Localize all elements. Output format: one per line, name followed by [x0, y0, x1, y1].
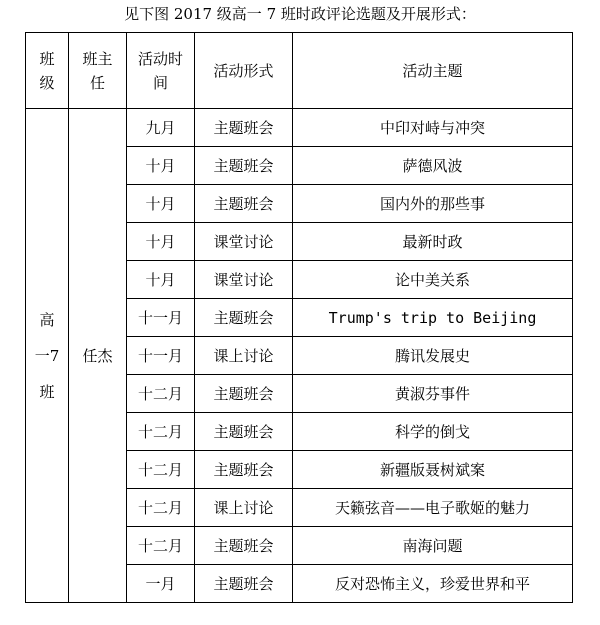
topic-cell: 腾讯发展史 [293, 337, 573, 375]
time-cell: 十一月 [127, 299, 195, 337]
topic-cell: 科学的倒戈 [293, 413, 573, 451]
form-cell: 主题班会 [195, 451, 293, 489]
form-cell: 课堂讨论 [195, 261, 293, 299]
header-form: 活动形式 [195, 33, 293, 109]
form-cell: 主题班会 [195, 413, 293, 451]
time-cell: 一月 [127, 565, 195, 603]
topic-cell: Trump's trip to Beijing [293, 299, 573, 337]
form-cell: 主题班会 [195, 565, 293, 603]
time-cell: 十二月 [127, 527, 195, 565]
topic-cell: 新疆版聂树斌案 [293, 451, 573, 489]
topic-cell: 论中美关系 [293, 261, 573, 299]
table-row [26, 109, 573, 147]
activity-schedule-table [25, 32, 573, 603]
header-teacher: 班主 任 [69, 33, 127, 109]
document-caption: 见下图 2017 级高一 7 班时政评论选题及开展形式： [124, 5, 476, 23]
time-cell: 十一月 [127, 337, 195, 375]
topic-cell: 黄淑芬事件 [293, 375, 573, 413]
topic-cell: 南海问题 [293, 527, 573, 565]
header-topic: 活动主题 [293, 33, 573, 109]
time-cell: 十二月 [127, 413, 195, 451]
form-cell: 主题班会 [195, 299, 293, 337]
header-class: 班 级 [26, 33, 69, 109]
topic-cell: 反对恐怖主义，珍爱世界和平 [293, 565, 573, 603]
form-cell: 主题班会 [195, 109, 293, 147]
time-cell: 十二月 [127, 489, 195, 527]
form-cell: 课上讨论 [195, 489, 293, 527]
topic-cell: 国内外的那些事 [293, 185, 573, 223]
time-cell: 十二月 [127, 375, 195, 413]
topic-cell: 最新时政 [293, 223, 573, 261]
topic-cell: 萨德风波 [293, 147, 573, 185]
time-cell: 十月 [127, 223, 195, 261]
table-header-row [26, 33, 573, 109]
class-cell: 高 一7 班 [26, 109, 69, 603]
form-cell: 主题班会 [195, 185, 293, 223]
form-cell: 主题班会 [195, 375, 293, 413]
time-cell: 九月 [127, 109, 195, 147]
header-time: 活动时 间 [127, 33, 195, 109]
form-cell: 课上讨论 [195, 337, 293, 375]
time-cell: 十月 [127, 185, 195, 223]
time-cell: 十二月 [127, 451, 195, 489]
form-cell: 课堂讨论 [195, 223, 293, 261]
time-cell: 十月 [127, 261, 195, 299]
teacher-cell: 任杰 [69, 109, 127, 603]
time-cell: 十月 [127, 147, 195, 185]
topic-cell: 中印对峙与冲突 [293, 109, 573, 147]
form-cell: 主题班会 [195, 147, 293, 185]
topic-cell: 天籁弦音——电子歌姬的魅力 [293, 489, 573, 527]
form-cell: 主题班会 [195, 527, 293, 565]
